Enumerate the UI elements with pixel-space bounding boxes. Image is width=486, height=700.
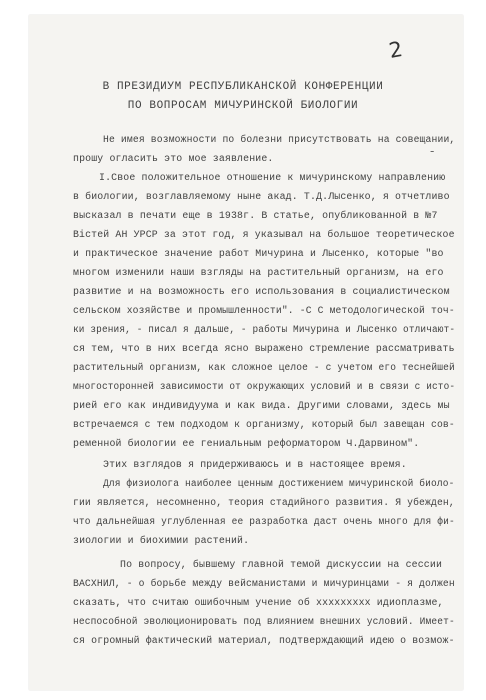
body-line: ся тем, что в них всегда ясно выражено стремление рассматривать: [73, 343, 455, 354]
body-line: Не имея возможности по болезни присутствовать на совещании,: [103, 134, 456, 145]
body-line: высказал в печати еще в 1938г. В статье, опубликованной в №7: [73, 210, 438, 221]
body-line: зиологии и биохимии растений.: [73, 535, 250, 546]
title-line: ПО ВОПРОСАМ МИЧУРИНСКОЙ БИОЛОГИИ: [127, 100, 359, 112]
body-line: сказать, что считаю ошибочным учение об xxxxxxxxx идиоплазме,: [73, 597, 444, 608]
body-line: Вістей АН УРСР за этот год, я указывал на большое теоретическое: [73, 229, 455, 240]
body-line: многом изменили наши взгляды на растительный организм, на его: [73, 267, 444, 278]
body-line: прошу огласить это мое заявление.: [73, 153, 274, 164]
body-line: и практическое значение работ Мичурина и Лысенко, которые "во: [73, 248, 444, 259]
body-line: гии является, несомненно, теория стадийного развития. Я убежден,: [73, 497, 455, 508]
title-line: В ПРЕЗИДИУМ РЕСПУБЛИКАНСКОЙ КОНФЕРЕНЦИИ: [102, 81, 384, 93]
page-number: 2: [387, 37, 405, 63]
body-line: ся огромный фактический материал, подтверждающий идею о возмож-: [73, 635, 455, 646]
body-line: сельском хозяйстве и промышленности". -С С методологической точ-: [73, 305, 455, 316]
body-line: что дальнейшая углубленная ее разработка даст очень много для фи-: [73, 516, 455, 527]
body-line: в биологии, возглавляемому ныне акад. Т.Д.Лысенко, я отчетливо: [73, 191, 450, 202]
body-line: многосторонней зависимости от окружающих условий и в связи с исто-: [73, 381, 456, 392]
body-line: рией его как индивидуума и как вида. Другими словами, здесь мы: [73, 400, 450, 411]
body-line: Этих взглядов я придерживаюсь и в настоящее время.: [103, 459, 407, 470]
body-line: неспособной эволюционировать под влиянием внешних условий. Имеет-: [73, 616, 455, 627]
body-line: встречаемся с тем подходом к организму, который был завещан сов-: [73, 419, 455, 430]
body-line: Для физиолога наиболее ценным достижением мичуринской биоло-: [103, 478, 455, 489]
body-line: развитие и на возможность его использования в социалистическом: [73, 286, 450, 297]
body-line: ки зрения, - писал я дальше, - работы Мичурина и Лысенко отличают-: [73, 324, 456, 335]
margin-mark: -: [430, 144, 435, 158]
body-line: I.Свое положительное отношение к мичуринскому направлению: [99, 172, 446, 183]
body-line: По вопросу, бывшему главной темой дискуссии на сессии: [120, 559, 443, 570]
body-line: ВАСХНИЛ, - о борьбе между вейсманистами и мичуринцами - я должен: [73, 578, 455, 589]
body-line: ременной биологии ее гениальным реформатором Ч.Дарвином".: [73, 438, 420, 449]
body-line: растительный организм, как сложное целое - с учетом его теснейшей: [73, 362, 455, 373]
